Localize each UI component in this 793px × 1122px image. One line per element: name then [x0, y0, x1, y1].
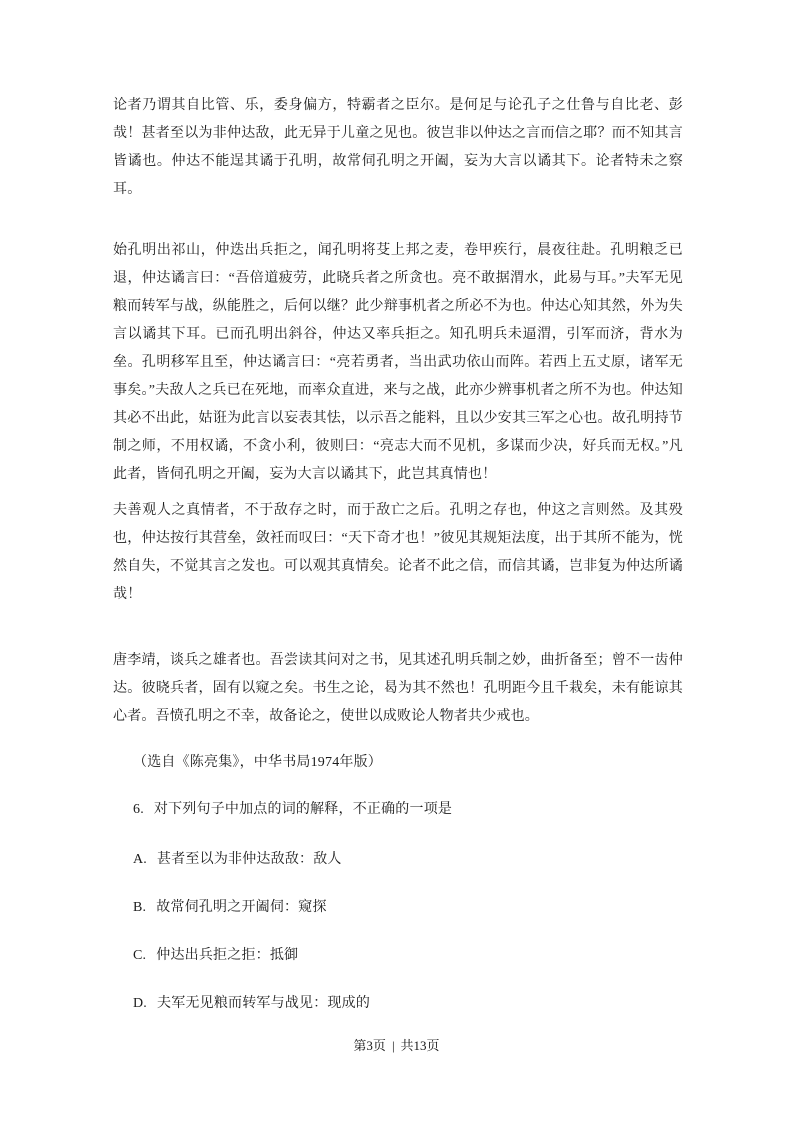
option-a-text: 甚者至以为非仲达敌敌：敌人	[157, 852, 342, 867]
footer-total-pages: 共13页	[400, 1038, 440, 1053]
footer-page-number: 第3页	[353, 1038, 386, 1053]
option-c	[133, 942, 683, 970]
option-c-text: 仲达出兵拒之拒：抵御	[156, 948, 299, 963]
option-b	[133, 894, 683, 922]
question-line	[133, 796, 683, 824]
page-footer	[0, 1036, 793, 1056]
body-paragraph-1: 论者乃谓其自比管、乐，委身偏方，特霸者之臣尔。是何足与论孔子之仕鲁与自比老、彭哉！甚者至以为非仲达敌，此无异于儿童之见也。彼岂非以仲达之言而信之耶？而不知其言皆谲也。仲达不能逞其谲于孔明，故常伺孔明之开阖，妄为大言以谲其下。论者特未之察耳。	[113, 98, 683, 197]
option-d-label: D.	[133, 996, 148, 1011]
body-paragraph-4: 唐李靖，谈兵之雄者也。吾尝读其问对之书，见其述孔明兵制之妙，曲折备至；曾不一齿仲达。彼晓兵者，固有以窥之矣。书生之论，曷为其不然也！孔明距今且千栽矣，未有能谅其心者。吾愤孔明之不幸，故备论之，使世以成败论人物者共少戒也。	[113, 653, 683, 724]
footer-separator: |	[391, 1038, 395, 1053]
question-text: 对下列句子中加点的词的解释，不正确的一项是	[153, 802, 453, 817]
option-a	[133, 846, 683, 874]
question-number: 6.	[133, 802, 144, 817]
option-d	[133, 990, 683, 1018]
option-c-label: C.	[133, 948, 147, 963]
body-paragraph-3: 夫善观人之真情者，不于敌存之时，而于敌亡之后。孔明之存也，仲这之言则然。及其殁也，仲达按行其营垒，敛衽而叹曰：“天下奇才也！”彼见其规矩法度，出于其所不能为，恍然自失，不觉其言之发也。可以观其真情矣。论者不此之信，而信其谲，岂非复为仲达所谲哉！	[113, 503, 683, 602]
option-b-text: 故常伺孔明之开阖伺：窥探	[156, 900, 327, 915]
option-b-label: B.	[133, 900, 147, 915]
body-paragraph-2: 始孔明出祁山，仲迭出兵拒之，闻孔明将芟上邦之麦，卷甲疾行，晨夜往赴。孔明粮乏已退，仲达谲言曰：“吾倍道疲劳，此晓兵者之所贪也。亮不敢据渭水，此易与耳。”夫军无见粮而转军与战，纵能胜之，后何以继？此少辩事机者之所必不为也。仲达心知其然，外为失言以谲其下耳。已而孔明出斜谷，仲达又率兵拒之。知孔明兵未逼渭，引军而济，背水为垒。孔明移军且至，仲达谲言曰：“亮若勇者，当出武功依山而阵。若西上五丈原，诸军无事矣。”夫敌人之兵已在死地，而率众直进，来与之战，此亦少辨事机者之所不为也。仲达知其必不出此，姑诳为此言以妄表其怯，以示吾之能料，且以少安其三军之心也。故孔明持节制之师，不用权谲，不贪小利，彼则曰：“亮志大而不见机，多谋而少决，好兵而无权。”凡此者，皆伺孔明之开阖，妄为大言以谲其下，此岂其真情也！	[113, 243, 683, 482]
option-d-text: 夫军无见粮而转军与战见：现成的	[157, 996, 371, 1011]
option-a-label: A.	[133, 852, 148, 867]
citation-line: （选自《陈亮集》，中华书局1974年版）	[133, 755, 382, 770]
